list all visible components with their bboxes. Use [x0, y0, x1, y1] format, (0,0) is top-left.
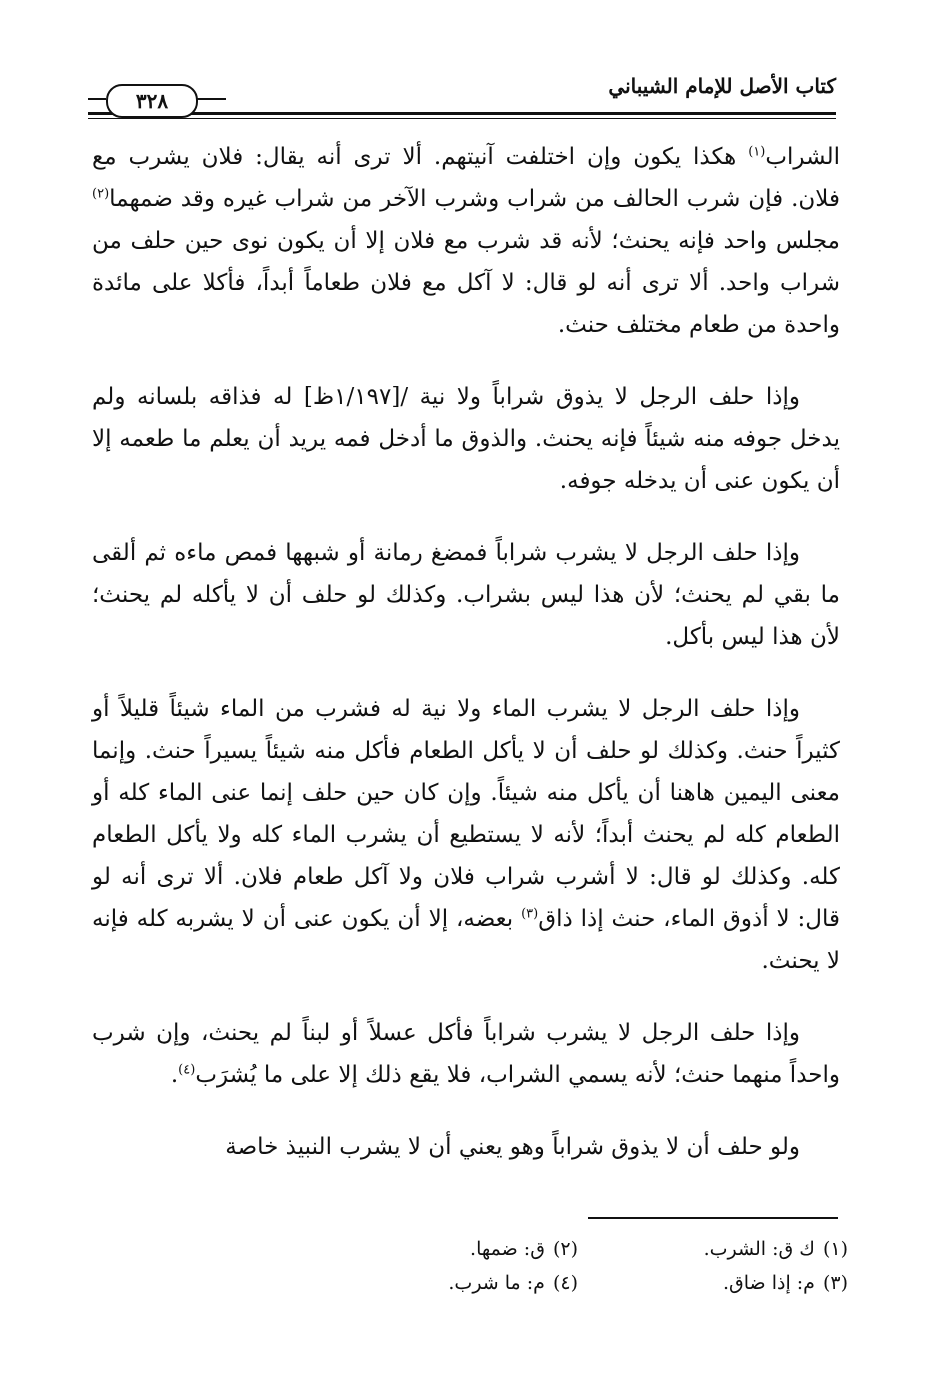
paragraph-text: .	[170, 1062, 179, 1088]
paragraph-5	[92, 1012, 840, 1096]
header-rule-thick	[88, 112, 836, 115]
footnote-number: (٣)	[822, 1272, 848, 1294]
paragraph-text: الشراب	[765, 144, 840, 170]
footnote-text: م: إذا ضاق.	[722, 1272, 815, 1294]
paragraph-text: هكذا يكون وإن اختلفت آنيتهم. ألا ترى أنه يقال: فلان يشرب مع فلان. فإن شرب الحالف من شراب وشرب الآخر من شراب غيره وقد ضمهما	[92, 144, 840, 212]
footnote-4	[308, 1266, 578, 1300]
footnote-text: ق: ضمها.	[470, 1238, 545, 1260]
paragraph-text: مجلس واحد فإنه يحنث؛ لأنه قد شرب مع فلان إلا أن يكون نوى حين حلف من شراب واحد. ألا ترى أنه لو قال: لا آكل مع فلان طعاماً أبداً، فأكلا على مائدة واحدة من طعام مختلف حنث.	[92, 228, 840, 338]
footnote-3	[578, 1266, 848, 1300]
page-header	[88, 70, 836, 122]
footnote-number: (١)	[822, 1238, 848, 1260]
footnote-number: (٢)	[552, 1238, 578, 1260]
paragraph-text: وإذا حلف الرجل لا يشرب شراباً فأكل عسلاً أو لبناً لم يحنث، وإن شرب واحداً منهما حنث؛ لأنه يسمي الشراب، فلا يقع ذلك إلا على ما يُشرَب	[92, 1020, 840, 1088]
footnote-divider	[588, 1217, 838, 1219]
footnote-ref: (١)	[748, 144, 766, 160]
footnote-ref: (٢)	[92, 186, 110, 202]
paragraph-2: وإذا حلف الرجل لا يذوق شراباً ولا نية /[١/١٩٧ظ] له فذاقه بلسانه ولم يدخل جوفه منه شيئاً فإنه يحنث. والذوق ما أدخل فمه يريد أن يعلم ما طعمه إلا أن يكون عنى أن يدخله جوفه.	[92, 384, 840, 494]
footnote-text: ك ق: الشرب.	[703, 1238, 815, 1260]
book-title: كتاب الأصل للإمام الشيباني	[608, 74, 836, 98]
header-rule-mid	[196, 98, 226, 100]
header-rule-thin	[88, 118, 836, 119]
paragraph-6: ولو حلف أن لا يذوق شراباً وهو يعني أن لا يشرب النبيذ خاصة	[225, 1134, 800, 1160]
paragraph-text: وإذا حلف الرجل لا يشرب الماء ولا نية له فشرب من الماء شيئاً قليلاً أو كثيراً حنث. وكذلك لو حلف أن لا يأكل الطعام فأكل منه شيئاً يسيراً حنث. وإنما معنى اليمين هاهنا أن يأكل منه شيئاً. وإن كان حين حلف إنما عنى الماء كله أو الطعام كله لم يحنث أبداً؛ لأنه لا يستطيع أن يشرب الماء كله ولا يأكل الطعام كله. وكذلك لو قال: لا أشرب شراب فلان ولا آكل طعام فلان. ألا ترى أنه لو قال: لا أذوق الماء، حنث إذا ذاق	[92, 696, 840, 932]
paragraph-text: بعضه، إلا أن يكون عنى أن لا يشربه كله فإنه لا يحنث.	[92, 906, 840, 974]
footnote-number: (٤)	[552, 1272, 578, 1294]
footnote-row	[300, 1266, 848, 1300]
main-text	[92, 136, 840, 1198]
footnote-ref: (٤)	[178, 1062, 196, 1078]
footnote-1	[578, 1232, 848, 1266]
footnote-row	[300, 1232, 848, 1266]
header-rule-left	[88, 98, 106, 100]
footnote-text: م: ما شرب.	[448, 1272, 545, 1294]
page-number: ٣٢٨	[106, 84, 198, 118]
footnote-ref: (٣)	[521, 906, 539, 922]
paragraph-3: وإذا حلف الرجل لا يشرب شراباً فمضغ رمانة أو شبهها فمص ماءه ثم ألقى ما بقي لم يحنث؛ لأن هذا ليس بشراب. وكذلك لو حلف أن لا يأكله لم يحنث؛ لأن هذا ليس بأكل.	[92, 540, 840, 650]
footnotes	[300, 1232, 848, 1300]
footnote-2	[308, 1232, 578, 1266]
paragraph-4	[92, 688, 840, 982]
paragraph-1	[92, 136, 840, 346]
